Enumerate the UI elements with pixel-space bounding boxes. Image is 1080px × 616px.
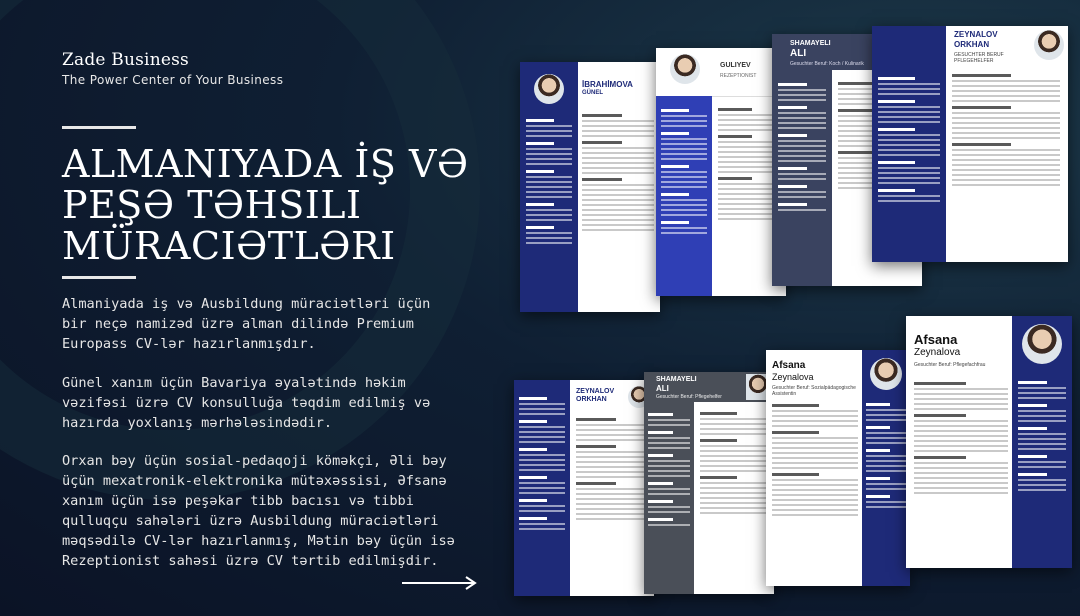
page-title: ALMANIYADA İŞ VƏ PEŞƏ TƏHSILI MÜRACIƏTLƏRI	[62, 142, 469, 268]
cv-name: GÜNEL	[582, 90, 603, 96]
candidates-paragraph: Orxan bəy üçün sosial-pedaqoji köməkçi, Əli bəy üçün mexatronik-elektronika mütəxəssisi, Əfsanə xanım üçün isə peşəkar tibb bacısı və tibbi qulluqçu sahələri üzrə Ausbildung müraciətləri məqsədilə CV-lər hazırlanmış, Mətin bəy üçün isə Rezeptionist sahəsi üzrə CV tərtib edilmişdir.	[62, 453, 455, 569]
brand	[62, 50, 283, 87]
cv-surname: İBRAHİMOVA	[582, 80, 633, 89]
cv-surname: SHAMAYELI	[656, 376, 697, 383]
cv-surname: ZEYNALOV	[954, 30, 998, 39]
cv-surname: SHAMAYELI	[790, 40, 831, 47]
cv-thumbnail-afsana-sozial[interactable]	[766, 350, 910, 586]
cv-role: REZEPTIONIST	[720, 73, 757, 79]
cv-role: Gesuchter Beruf: Pflegefachfrau	[914, 362, 986, 368]
cv-thumbnail-ali-pflege[interactable]	[644, 372, 774, 594]
cv-name: ORKHAN	[576, 396, 607, 403]
gunel-paragraph: Günel xanım üçün Bavariya əyalətində həkim vəzifəsi üzrə CV konsulluğa təqdim edilmiş və hazırda yoxlanış mərhələsindədir.	[62, 375, 431, 431]
cv-surname: Afsana	[914, 332, 958, 347]
divider-top	[62, 126, 136, 129]
cv-surname: GULIYEV	[720, 62, 751, 69]
cv-role: Gesuchter Beruf: Koch / Kulinarik	[790, 61, 864, 67]
cv-thumbnail-orkhan-sozial[interactable]	[514, 380, 654, 596]
cv-name: ALI	[790, 48, 807, 59]
cv-thumbnail-gunel[interactable]	[520, 62, 660, 312]
cv-name: ALI	[656, 384, 669, 393]
cv-thumbnail-orkhan-pflege[interactable]	[872, 26, 1068, 262]
cv-name: Zeynalova	[772, 372, 814, 382]
intro-paragraph: Almaniyada iş və Ausbildung müraciətləri üçün bir neçə namizəd üzrə alman dilində Premium Europass CV-lər hazırlanmışdır.	[62, 296, 431, 352]
arrow-right-icon	[402, 576, 478, 590]
cv-thumbnail-afsana-pflege[interactable]	[906, 316, 1072, 568]
cv-role: Gesuchter Beruf: Sozialpädagogische Assistentin	[772, 385, 856, 397]
cv-name: ORKHAN	[954, 40, 990, 49]
brand-name: Zade Business	[62, 50, 189, 70]
cv-role: Gesuchter Beruf: Pflegehelfer	[656, 394, 722, 400]
cv-thumbnail-matin[interactable]	[656, 48, 786, 296]
brand-tagline: The Power Center of Your Business	[62, 73, 284, 87]
cv-surname: ZEYNALOV	[576, 388, 615, 395]
cv-role: GESUCHTER BERUF PFLEGEHELFER	[954, 52, 1004, 64]
divider-bottom	[62, 276, 136, 279]
cv-surname: Afsana	[772, 360, 806, 371]
cv-name: Zeynalova	[914, 347, 961, 358]
